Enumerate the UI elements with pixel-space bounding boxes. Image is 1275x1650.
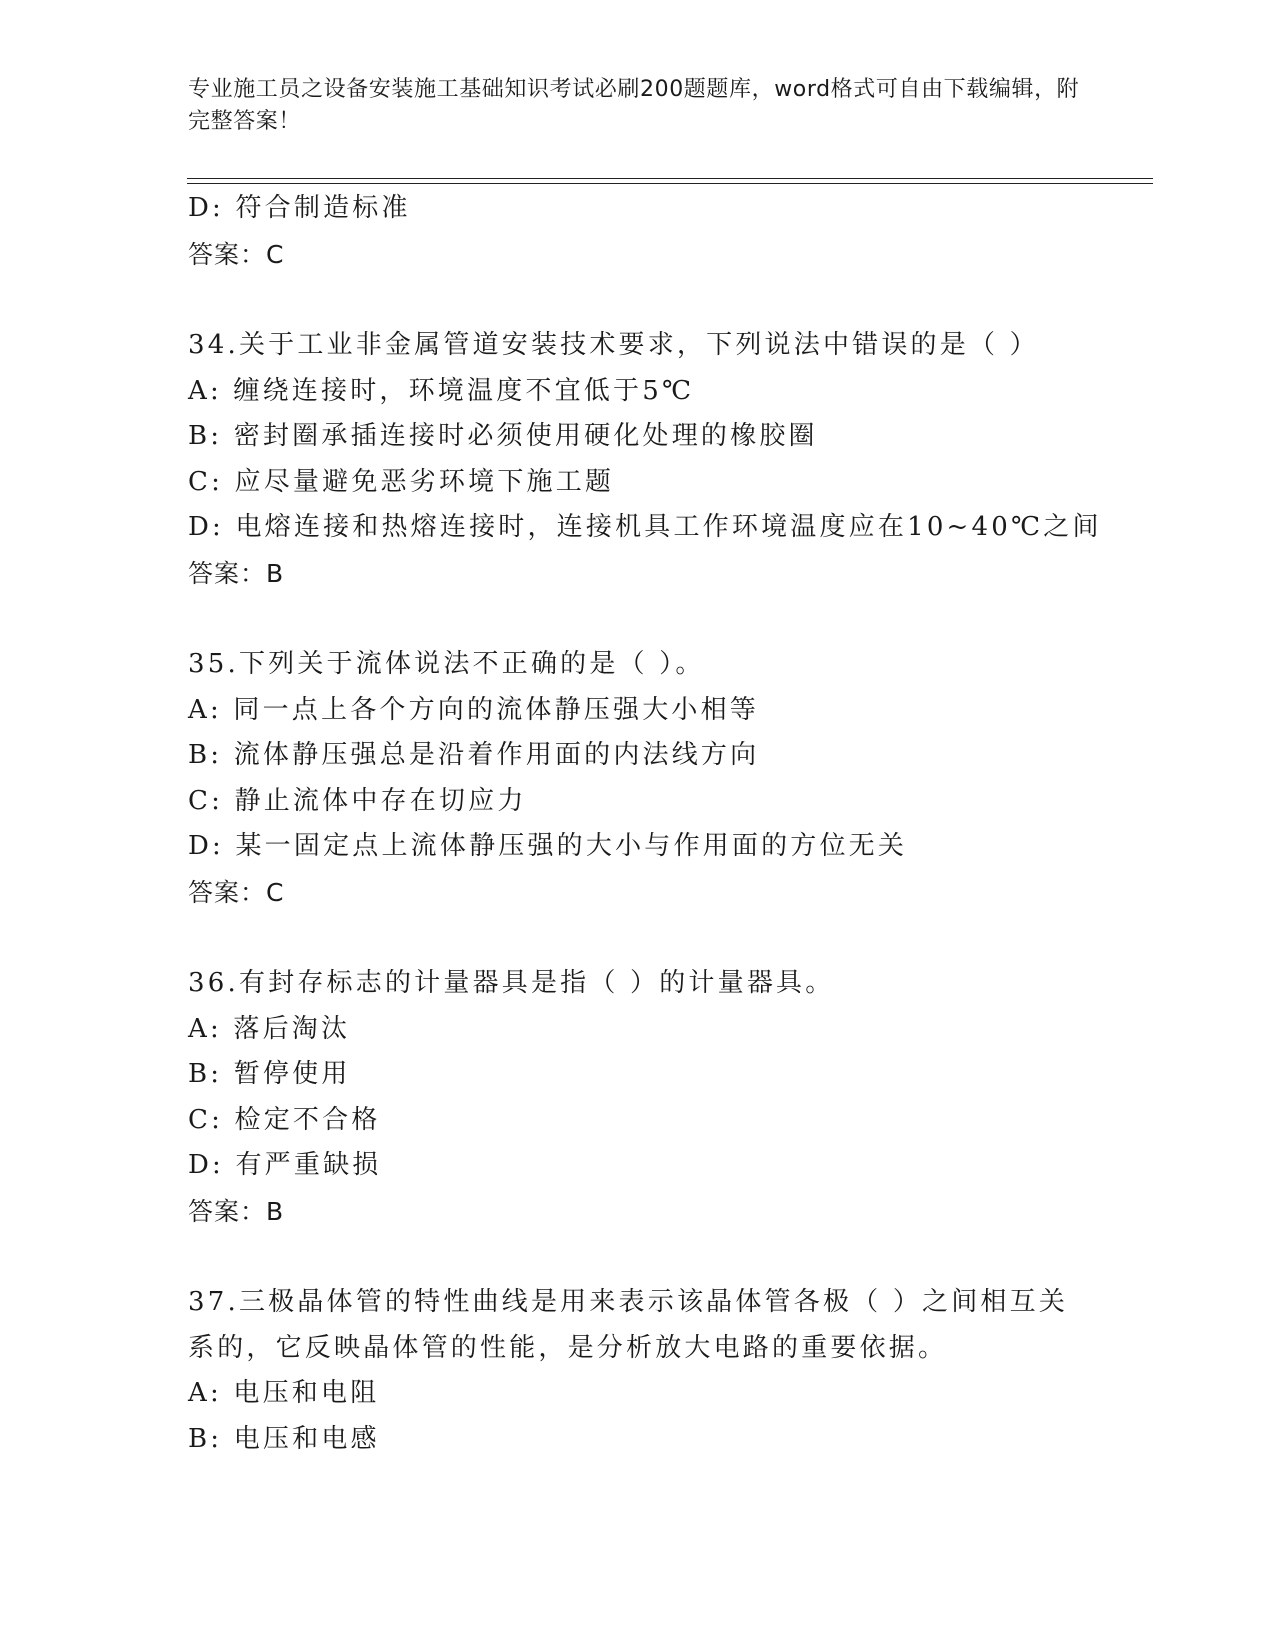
spacer bbox=[188, 596, 1138, 642]
option-c: C: 静止流体中存在切应力 bbox=[188, 785, 527, 816]
option-d: D: 某一固定点上流体静压强的大小与作用面的方位无关 bbox=[188, 831, 908, 861]
option-a: A: 落后淘汰 bbox=[188, 1013, 351, 1044]
option-a: A: 缠绕连接时，环境温度不宜低于5℃ bbox=[188, 375, 695, 406]
option-c: C: 应尽量避免恶劣环境下施工题 bbox=[188, 466, 615, 497]
question-stem-line-2: 系的，它反映晶体管的性能，是分析放大电路的重要依据。 bbox=[188, 1332, 948, 1363]
header-divider-bottom bbox=[187, 183, 1153, 184]
option-b: B: 流体静压强总是沿着作用面的内法线方向 bbox=[188, 740, 760, 770]
header-divider-top bbox=[187, 178, 1153, 179]
question-stem: 36.有封存标志的计量器具是指（ ）的计量器具。 bbox=[188, 968, 835, 998]
question-36 bbox=[188, 961, 1138, 1234]
option-d: D: 有严重缺损 bbox=[188, 1150, 382, 1180]
question-list bbox=[188, 186, 1138, 1462]
question-answer: 答案：C bbox=[188, 877, 285, 907]
question-34 bbox=[188, 323, 1138, 596]
prev-question-option-d: D: 符合制造标准 bbox=[188, 193, 411, 223]
question-answer: 答案：B bbox=[188, 1196, 285, 1226]
option-c: C: 检定不合格 bbox=[188, 1104, 381, 1135]
spacer bbox=[188, 915, 1138, 961]
question-37 bbox=[188, 1280, 1138, 1462]
prev-question-answer: 答案：C bbox=[188, 239, 285, 269]
spacer bbox=[188, 1234, 1138, 1280]
option-b: B: 暂停使用 bbox=[188, 1059, 351, 1089]
question-35 bbox=[188, 642, 1138, 915]
question-answer: 答案：B bbox=[188, 558, 285, 588]
spacer bbox=[188, 277, 1138, 323]
option-a: A: 同一点上各个方向的流体静压强大小相等 bbox=[188, 694, 760, 725]
question-stem: 34.关于工业非金属管道安装技术要求，下列说法中错误的是（ ） bbox=[188, 330, 1039, 360]
document-header bbox=[188, 74, 1088, 138]
header-title: 专业施工员之设备安装施工基础知识考试必刷200题题库，word格式可自由下载编辑，附完整答案！ bbox=[188, 77, 1080, 134]
option-d: D: 电熔连接和热熔连接时，连接机具工作环境温度应在10~40℃之间 bbox=[188, 512, 1102, 542]
question-stem-line-1: 37.三极晶体管的特性曲线是用来表示该晶体管各极（ ）之间相互关 bbox=[188, 1287, 1069, 1317]
option-a: A: 电压和电阻 bbox=[188, 1378, 380, 1408]
question-stem: 35.下列关于流体说法不正确的是（ ）。 bbox=[188, 649, 705, 679]
option-b: B: 密封圈承插连接时必须使用硬化处理的橡胶圈 bbox=[188, 421, 818, 451]
option-b: B: 电压和电感 bbox=[188, 1423, 380, 1454]
